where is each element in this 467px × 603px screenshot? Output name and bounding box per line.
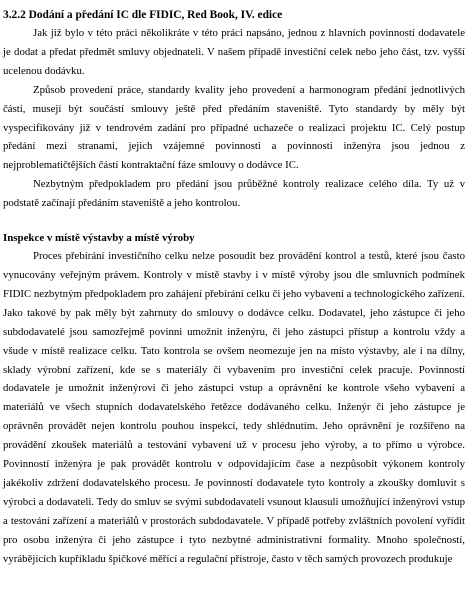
section-paragraph-1: Jak již bylo v této práci několikráte v této práci napsáno, jednou z hlavních povinností dodavatele je dodat a předat předmět smluvy objednateli. V našem případě investiční celek nebo jeho část, tzv. vyšší ucelenou dodávku. [3,27,465,77]
paragraph-spacer [3,213,465,230]
subsection-title: Inspekce v místě výstavby a místě výroby [3,232,195,245]
section-paragraph-2: Způsob provedení práce, standardy kvality jeho provedení a harmonogram předání jednotlivých částí, musejí být součástí smlouvy ještě před předáním staveniště. Tyto standardy by měly být vyspecifikovány již v tendrovém zadání pro případné uchazeče o realizaci projektu IC. Celý postup předání mezi stranami, jejich vzájemné povinnosti a povinnosti inženýra jsou jednou z nejproblematičtějších částí kontraktační fáze smlouvy o dodávce IC. [3,83,465,172]
section-title: 3.2.2 Dodání a předání IC dle FIDIC, Red Book, IV. edice [3,9,283,21]
section-paragraph-3: Nezbytným předpokladem pro předání jsou průběžné kontroly realizace celého díla. Ty už v podstatě začínají předáním staveniště a jeho kontrolou. [3,178,465,210]
subsection-paragraph-1: Proces přebírání investičního celku nelze posoudit bez provádění kontrol a testů, které jsou často vynucovány veřejným právem. Kontroly v místě stavby i v místě výroby jsou dle smluvních podmínek FIDIC nezbytným předpokladem pro zahájení přebírání celku či jeho vybavení a technologického zařízení. Jako takové by pak měly být zahrnuty do smlouvy o dodávce celku. Dodavatel, jeho zástupce či jeho subdodavatelé jsou samozřejmě povinni umožnit inženýru, či jeho zástupci přístup a kontrolu vždy a všude v místě realizace celku. Tato kontrola se ovšem neomezuje jen na místo výstavby, ale i na dílny, sklady výrobní zařízení, kde se s materiály či vybavením pro investiční celek pracuje. Povinností dodavatele je umožnit inženýrovi či jeho zástupci vstup a oprávnění ke kontrole všeho vybavení a materiálů ve všech stupních dodavatelského řetězce dodávaného celku. Inženýr či jeho zástupce je oprávněn provádět nejen kontrolu pouhou inspekcí, tedy shlédnutím. Jeho oprávnění je rozšířeno na provádění zkoušek materiálů a testování vybavení už v procesu jeho výroby, a to přímo u výrobce. Povinností inženýra je pak provádět kontrolu v odpovídajícím čase a nezpůsobit výkonem kontroly jakékoliv zdržení dodavatelského procesu. Je povinností dodavatele tyto kontroly a zkoušky domluvit s výrobci a dodavateli. Tedy do smluv se svými subdodavateli vsunout klausuli umožňující inženýrovi vstup a testování zařízení a materiálů v prostorách subdodavatele. V případě potřeby zvláštních povolení vyřídit pro osobu inženýra či jeho zástupce i tyto nezbytné administrativní formality. Mnoho společností, vyrábějících kupříkladu špičkové měřící a regulační přístroje, často v těch samých provozech produkuje [3,250,465,565]
